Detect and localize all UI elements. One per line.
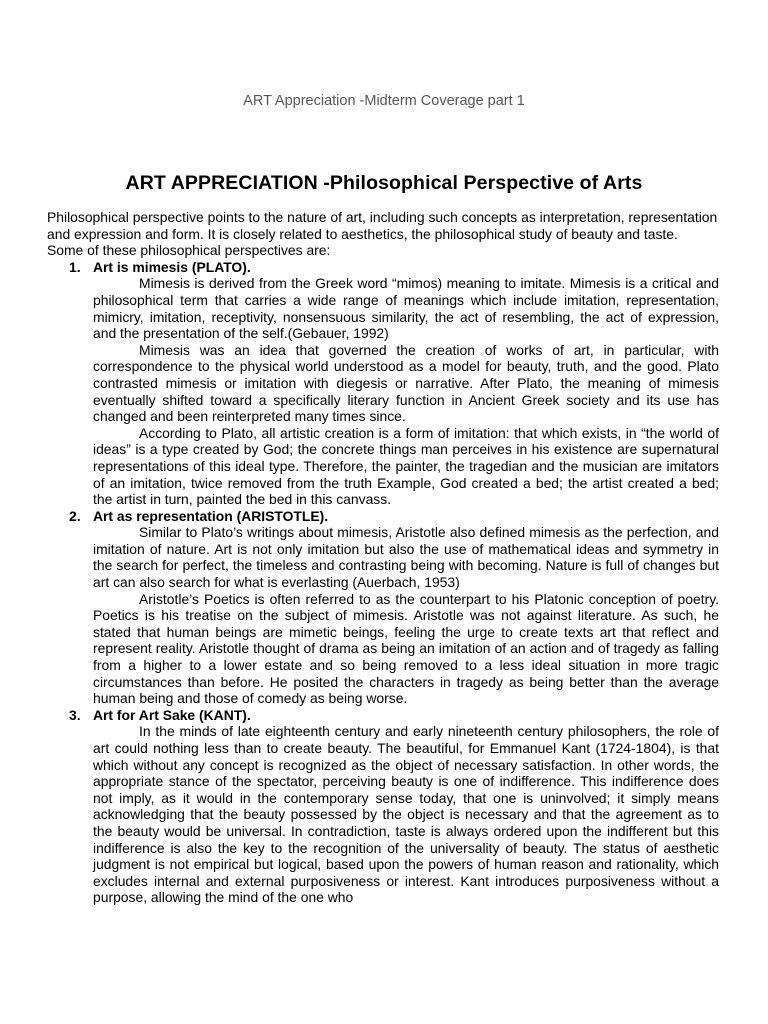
- document-body: [47, 209, 719, 906]
- list-item-heading: Art as representation (ARISTOTLE).: [93, 507, 329, 524]
- list-item-number: 3.: [69, 706, 81, 723]
- list-item-heading: Art is mimesis (PLATO).: [93, 258, 251, 275]
- list-item-number: 2.: [69, 507, 81, 524]
- list-item-heading: Art for Art Sake (KANT).: [93, 706, 251, 723]
- body-paragraph: Aristotle’s Poetics is often referred to as the counterpart to his Platonic conception of poetry. Poetics is his treatise on the subject of mimesis. Aristotle was not against literature. As such, he stated that human beings are mimetic beings, feeling the urge to create texts art that reflect and represent reality. Aristotle thought of drama as being an imitation of an action and of tragedy as falling from a higher to a lower estate and so being removed to a less ideal situation in more tragic circumstances than before. He posited the characters in tragedy as being better than the average human being and those of comedy as being worse.: [93, 590, 719, 707]
- intro-paragraph: Philosophical perspective points to the nature of art, including such concepts as interpretation, representation and expression and form. It is closely related to aesthetics, the philosophical study of beauty and taste.: [47, 209, 718, 242]
- body-paragraph: In the minds of late eighteenth century and early nineteenth century philosophers, the role of art could nothing less than to create beauty. The beautiful, for Emmanuel Kant (1724-1804), is that which without any concept is recognized as the object of necessary satisfaction. In other words, the appropriate stance of the spectator, perceiving beauty is one of indifference. This indifference does not imply, as it would in the contemporary sense today, that one is uninvolved; it simply means acknowledging that the beauty possessed by the object is necessary and that the agreement as to the beauty would be universal. In contradiction, taste is always ordered upon the indifferent but this indifference is also the key to the recognition of the universality of beauty. The status of aesthetic judgment is not empirical but logical, based upon the powers of human reason and rationality, which excludes internal and external purposiveness or interest. Kant introduces purposiveness without a purpose, allowing the mind of the one who: [93, 723, 719, 906]
- body-paragraph: Similar to Plato’s writings about mimesis, Aristotle also defined mimesis as the perfection, and imitation of nature. Art is not only imitation but also the use of mathematical ideas and symmetry in the search for perfect, the timeless and contrasting being with becoming. Nature is full of changes but art can also search for what is everlasting (Auerbach, 1953): [93, 524, 719, 591]
- body-paragraph: According to Plato, all artistic creation is a form of imitation: that which exists, in “the world of ideas” is a type created by God; the concrete things man perceives in his existence are supernatural representations of this ideal type. Therefore, the painter, the tragedian and the musician are imitators of an imitation, twice removed from the truth Example, God created a bed; the artist created a bed; the artist in turn, painted the bed in this canvass.: [93, 424, 719, 508]
- body-paragraph: Mimesis is derived from the Greek word “mimos) meaning to imitate. Mimesis is a critical and philosophical term that carries a wide range of meanings which include imitation, representation, mimicry, imitation, receptivity, nonsensuous similarity, the act of resembling, the act of expression, and the presentation of the self.(Gebauer, 1992): [93, 275, 719, 342]
- list-item: [47, 508, 719, 707]
- body-paragraph: Mimesis was an idea that governed the creation of works of art, in particular, with correspondence to the physical world understood as a model for beauty, truth, and the good. Plato contrasted mimesis or imitation with diegesis or narrative. After Plato, the meaning of mimesis eventually shifted toward a specifically literary function in Ancient Greek society and its use has changed and been reinterpreted many times since.: [93, 341, 719, 425]
- intro-lead-in: Some of these philosophical perspectives are:: [47, 242, 331, 259]
- list-item: [47, 259, 719, 508]
- list-item: [47, 707, 719, 906]
- document-title: ART APPRECIATION -Philosophical Perspective of Arts: [125, 172, 643, 194]
- page-header: ART Appreciation -Midterm Coverage part 1: [243, 93, 525, 109]
- list-item-number: 1.: [69, 258, 81, 275]
- perspectives-list: [47, 259, 719, 906]
